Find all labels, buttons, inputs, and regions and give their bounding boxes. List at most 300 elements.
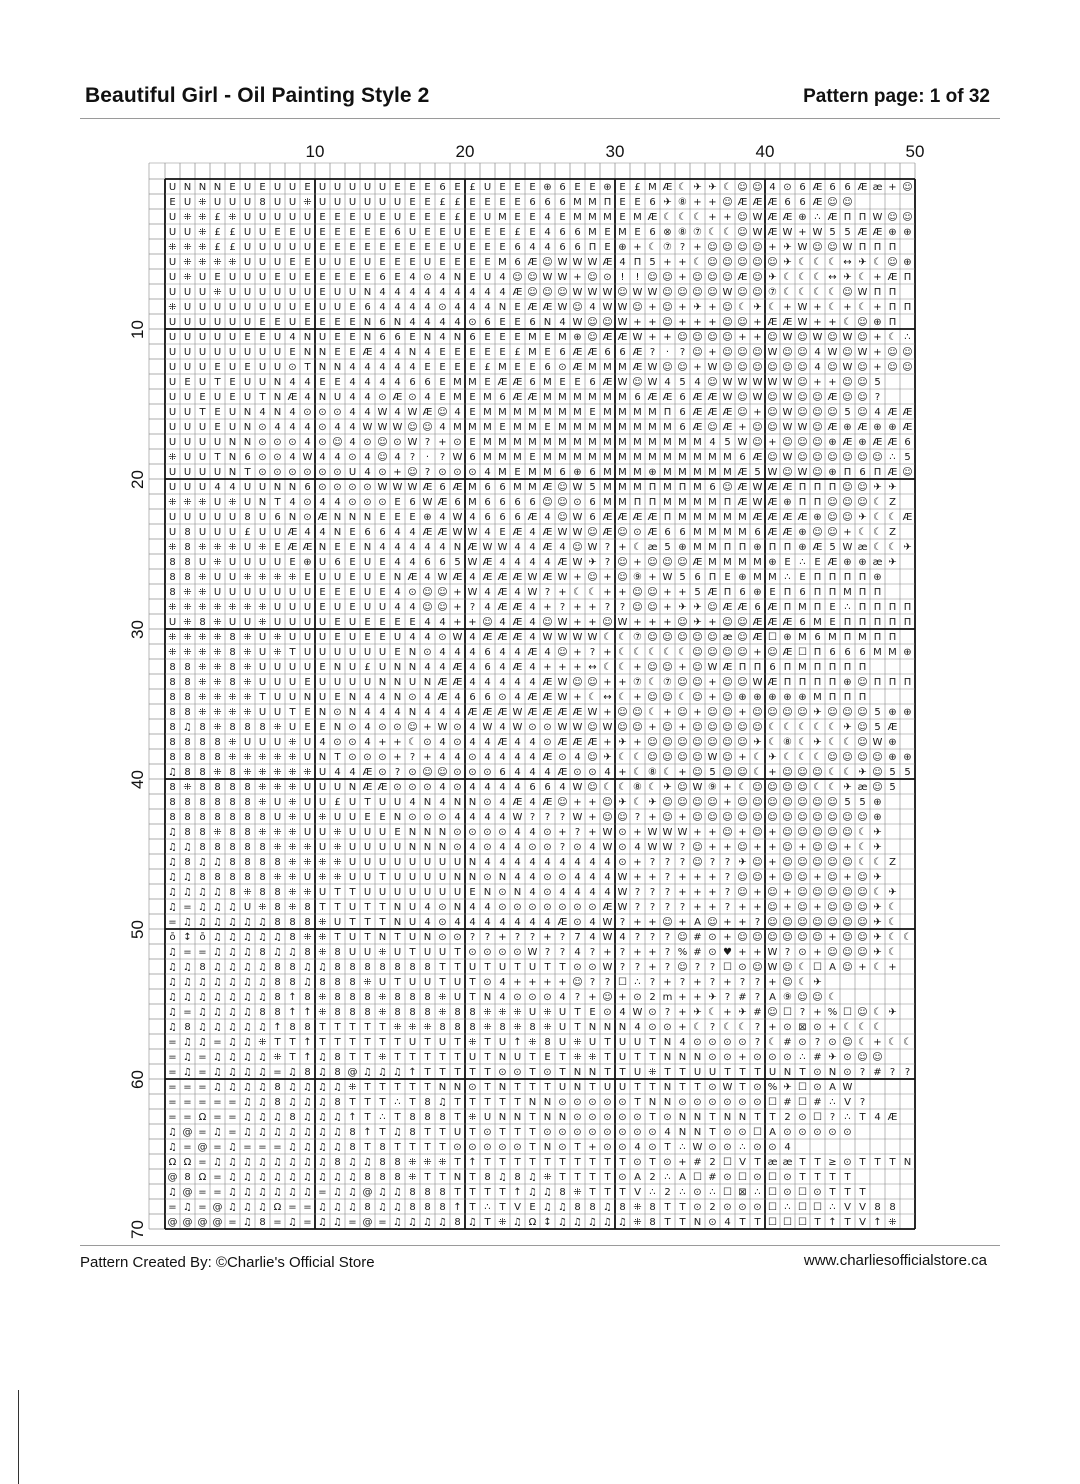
pattern-cell: ⁜ <box>483 1007 491 1018</box>
pattern-cell: ☺ <box>557 512 567 523</box>
pattern-cell: ☺ <box>737 287 747 298</box>
pattern-cell: U <box>319 182 326 193</box>
pattern-cell: ⁜ <box>243 677 251 688</box>
pattern-cell: 8 <box>199 722 205 733</box>
pattern-cell: N <box>739 1112 746 1123</box>
pattern-cell: + <box>783 902 791 913</box>
pattern-cell: ♫ <box>243 1127 252 1138</box>
pattern-cell: + <box>378 737 386 748</box>
pattern-cell: ⁜ <box>378 992 386 1003</box>
pattern-cell: W <box>603 827 613 838</box>
pattern-cell: ✈ <box>738 857 746 868</box>
pattern-cell: 6 <box>844 647 850 658</box>
pattern-cell: E <box>499 332 505 343</box>
pattern-cell: ☺ <box>662 632 672 643</box>
pattern-cell: 4 <box>289 407 295 418</box>
pattern-cell: ? <box>860 1097 865 1108</box>
pattern-cell: ⊕ <box>903 257 911 268</box>
pattern-cell: Æ <box>288 392 298 403</box>
pattern-cell: ☾ <box>768 722 777 733</box>
pattern-cell: + <box>723 917 731 928</box>
pattern-cell: ☺ <box>857 737 867 748</box>
pattern-cell: ☺ <box>812 467 822 478</box>
pattern-cell: U <box>619 1052 626 1063</box>
pattern-cell: W <box>783 422 793 433</box>
pattern-cell: ☐ <box>813 1202 822 1213</box>
pattern-cell: ♫ <box>183 887 192 898</box>
pattern-cell: T <box>768 1112 776 1123</box>
pattern-cell: ☺ <box>722 722 732 733</box>
pattern-cell: + <box>603 707 611 718</box>
pattern-cell: 6 <box>484 512 490 523</box>
pattern-cell: E <box>379 557 385 568</box>
pattern-cell: ⊙ <box>453 782 461 793</box>
pattern-cell: Æ <box>648 212 658 223</box>
pattern-cell: ! <box>635 272 639 283</box>
pattern-cell: E <box>364 632 370 643</box>
pattern-cell: + <box>573 602 581 613</box>
pattern-cell: ? <box>410 752 415 763</box>
pattern-cell: M <box>798 602 807 613</box>
pattern-cell: W <box>723 287 733 298</box>
pattern-cell: ⊙ <box>588 1112 596 1123</box>
pattern-cell: Æ <box>738 272 748 283</box>
pattern-cell: ? <box>620 917 625 928</box>
pattern-cell: E <box>484 347 490 358</box>
pattern-cell: E <box>529 1202 535 1213</box>
pattern-cell: 8 <box>244 782 250 793</box>
pattern-cell: ? <box>545 587 550 598</box>
pattern-cell: E <box>364 812 370 823</box>
pattern-cell: ☺ <box>512 272 522 283</box>
pattern-cell: 5 <box>874 707 880 718</box>
pattern-cell: ? <box>635 887 640 898</box>
pattern-cell: + <box>588 797 596 808</box>
pattern-cell: Æ <box>498 707 508 718</box>
pattern-cell: ☺ <box>617 812 627 823</box>
pattern-cell: M <box>603 422 612 433</box>
pattern-cell: ⁜ <box>438 1007 446 1018</box>
pattern-cell: 5 <box>844 407 850 418</box>
pattern-cell: E <box>394 512 400 523</box>
pattern-cell: ☾ <box>768 1037 777 1048</box>
pattern-cell: ⁜ <box>468 1037 476 1048</box>
pattern-cell: U <box>199 332 206 343</box>
pattern-cell: 4 <box>499 797 505 808</box>
pattern-cell: ⊙ <box>798 1037 806 1048</box>
pattern-cell: 4 <box>544 917 550 928</box>
pattern-cell: T <box>753 1067 761 1078</box>
pattern-cell: ☺ <box>647 752 657 763</box>
pattern-cell: T <box>453 1157 461 1168</box>
pattern-cell: T <box>393 1112 401 1123</box>
pattern-cell: ⊙ <box>453 842 461 853</box>
pattern-cell: N <box>544 1142 551 1153</box>
pattern-cell: U <box>199 302 206 313</box>
pattern-cell: U <box>394 887 401 898</box>
pattern-cell: ⊙ <box>753 1172 761 1183</box>
pattern-cell: ? <box>755 992 760 1003</box>
pattern-cell: 4 <box>424 287 430 298</box>
pattern-cell: ☾ <box>783 287 792 298</box>
pattern-cell: 4 <box>499 992 505 1003</box>
pattern-cell: W <box>573 287 583 298</box>
pattern-cell: Π <box>889 287 897 298</box>
pattern-cell: N <box>379 677 386 688</box>
pattern-cell: T <box>378 1127 386 1138</box>
pattern-cell: ✈ <box>738 1007 746 1018</box>
pattern-cell: ☺ <box>677 632 687 643</box>
pattern-cell: N <box>664 1037 671 1048</box>
pattern-cell: ☺ <box>407 422 417 433</box>
pattern-cell: ☺ <box>812 527 822 538</box>
pattern-cell: 4 <box>484 587 490 598</box>
pattern-cell: 8 <box>184 857 190 868</box>
pattern-cell: N <box>679 1052 686 1063</box>
pattern-cell: U <box>349 947 356 958</box>
page-number: Pattern page: 1 of 32 <box>803 86 990 108</box>
pattern-cell: ♫ <box>243 1067 252 1078</box>
pattern-cell: ⁜ <box>213 632 221 643</box>
pattern-cell: ☺ <box>842 197 852 208</box>
pattern-cell: ☾ <box>813 257 822 268</box>
pattern-cell: 4 <box>349 407 355 418</box>
pattern-cell: U <box>439 887 446 898</box>
pattern-cell: ☺ <box>692 767 702 778</box>
pattern-cell: ∴ <box>844 1112 850 1123</box>
pattern-cell: # <box>753 1007 761 1018</box>
pattern-cell: Π <box>634 497 642 508</box>
pattern-cell: ☺ <box>437 767 447 778</box>
pattern-cell: U <box>229 527 236 538</box>
pattern-cell: Æ <box>513 392 523 403</box>
pattern-cell: U <box>229 302 236 313</box>
pattern-cell: ☾ <box>843 1022 852 1033</box>
pattern-cell: E <box>484 377 490 388</box>
pattern-cell: Æ <box>513 617 523 628</box>
pattern-cell: 8 <box>274 887 280 898</box>
pattern-cell: E <box>499 197 505 208</box>
pattern-cell: A <box>769 992 776 1003</box>
pattern-cell: T <box>408 1142 416 1153</box>
pattern-cell: Æ <box>813 197 823 208</box>
pattern-cell: ? <box>560 932 565 943</box>
pattern-cell: ☺ <box>737 182 747 193</box>
pattern-cell: Æ <box>468 542 478 553</box>
pattern-cell: ♫ <box>288 1082 297 1093</box>
pattern-cell: E <box>184 377 190 388</box>
pattern-cell: U <box>274 557 281 568</box>
pattern-cell: ⊙ <box>333 482 341 493</box>
pattern-cell: N <box>454 797 461 808</box>
pattern-cell: = <box>198 1097 206 1108</box>
pattern-cell: 6 <box>679 392 685 403</box>
pattern-cell: 8 <box>244 722 250 733</box>
pattern-cell: Æ <box>843 437 853 448</box>
pattern-cell: ⁜ <box>243 767 251 778</box>
pattern-cell: ⁜ <box>258 752 266 763</box>
pattern-cell: N <box>334 512 341 523</box>
pattern-cell: 6 <box>244 452 250 463</box>
pattern-cell: ☺ <box>842 482 852 493</box>
pattern-cell: E <box>244 332 250 343</box>
pattern-cell: M <box>663 452 672 463</box>
pattern-cell: = <box>348 1217 356 1228</box>
pattern-cell: ☺ <box>722 332 732 343</box>
pattern-cell: ⊕ <box>888 737 896 748</box>
pattern-cell: ⁜ <box>243 572 251 583</box>
pattern-cell: T <box>633 1052 641 1063</box>
pattern-cell: A <box>634 1172 641 1183</box>
pattern-cell: U <box>334 812 341 823</box>
pattern-cell: 4 <box>394 707 400 718</box>
pattern-cell: Π <box>889 632 897 643</box>
pattern-cell: 5 <box>664 542 670 553</box>
pattern-cell: U <box>274 212 281 223</box>
pattern-cell: Æ <box>288 527 298 538</box>
pattern-cell: + <box>723 1007 731 1018</box>
pattern-cell: 4 <box>574 752 580 763</box>
pattern-cell: ☺ <box>767 392 777 403</box>
pattern-cell: E <box>334 272 340 283</box>
pattern-cell: # <box>708 1172 716 1183</box>
pattern-cell: ⊙ <box>528 902 536 913</box>
pattern-cell: N <box>424 827 431 838</box>
pattern-cell: 2 <box>664 1187 670 1198</box>
pattern-cell: N <box>244 437 251 448</box>
pattern-cell: T <box>513 1097 521 1108</box>
pattern-cell: ⊕ <box>888 227 896 238</box>
page-edge-line <box>18 1390 19 1484</box>
pattern-cell: W <box>753 677 763 688</box>
pattern-cell: ☺ <box>812 932 822 943</box>
pattern-cell: £ <box>454 197 460 208</box>
pattern-cell: 4 <box>514 557 520 568</box>
pattern-cell: 8 <box>229 887 235 898</box>
pattern-cell: 5 <box>694 587 700 598</box>
pattern-cell: = <box>168 1097 176 1108</box>
pattern-cell: 8 <box>184 827 190 838</box>
pattern-cell: 4 <box>544 242 550 253</box>
pattern-cell: Æ <box>573 707 583 718</box>
pattern-cell: U <box>334 287 341 298</box>
pattern-cell: æ <box>783 1157 793 1168</box>
pattern-cell: W <box>618 317 628 328</box>
pattern-cell: ☺ <box>707 797 717 808</box>
pattern-cell: U <box>439 947 446 958</box>
pattern-cell: U <box>199 437 206 448</box>
pattern-cell: ⊙ <box>528 992 536 1003</box>
pattern-cell: U <box>379 857 386 868</box>
pattern-cell: Æ <box>723 422 733 433</box>
pattern-cell: E <box>334 617 340 628</box>
pattern-cell: ☾ <box>588 692 597 703</box>
pattern-cell: E <box>304 317 310 328</box>
pattern-cell: ☺ <box>722 317 732 328</box>
pattern-cell: M <box>678 512 687 523</box>
pattern-cell: U <box>184 467 191 478</box>
pattern-cell: 4 <box>529 662 535 673</box>
pattern-cell: Æ <box>828 212 838 223</box>
pattern-cell: ⊕ <box>888 422 896 433</box>
pattern-cell: ∴ <box>889 452 895 463</box>
pattern-cell: ⊙ <box>783 1172 791 1183</box>
pattern-cell: M <box>558 332 567 343</box>
pattern-cell: M <box>588 212 597 223</box>
pattern-cell: T <box>843 1217 851 1228</box>
pattern-cell: + <box>648 722 656 733</box>
pattern-cell: 8 <box>469 1007 475 1018</box>
pattern-cell: ☺ <box>782 977 792 988</box>
pattern-cell: + <box>573 272 581 283</box>
pattern-cell: ∴ <box>739 1142 745 1153</box>
pattern-cell: 4 <box>484 752 490 763</box>
pattern-cell: ⊙ <box>753 1052 761 1063</box>
pattern-cell: + <box>393 752 401 763</box>
pattern-cell: U <box>184 407 191 418</box>
pattern-cell: ⊙ <box>708 1052 716 1063</box>
pattern-cell: U <box>289 197 296 208</box>
pattern-cell: M <box>723 557 732 568</box>
pattern-cell: ☺ <box>857 1052 867 1063</box>
pattern-cell: ✈ <box>888 482 896 493</box>
pattern-cell: ☺ <box>767 1007 777 1018</box>
pattern-cell: 5 <box>649 257 655 268</box>
pattern-cell: ⁜ <box>288 842 296 853</box>
pattern-cell: 8 <box>349 977 355 988</box>
pattern-cell: + <box>438 437 446 448</box>
pattern-cell: M <box>678 497 687 508</box>
pattern-cell: ⊙ <box>378 752 386 763</box>
pattern-cell: ✈ <box>708 182 716 193</box>
pattern-cell: = <box>198 1127 206 1138</box>
pattern-cell: ⁜ <box>168 242 176 253</box>
pattern-cell: E <box>334 212 340 223</box>
pattern-cell: ☺ <box>782 362 792 373</box>
pattern-cell: N <box>529 1097 536 1108</box>
pattern-cell: E <box>169 197 175 208</box>
pattern-cell: + <box>618 992 626 1003</box>
pattern-cell: 4 <box>559 992 565 1003</box>
pattern-cell: 4 <box>214 482 220 493</box>
pattern-cell: U <box>289 602 296 613</box>
pattern-cell: ☺ <box>632 377 642 388</box>
pattern-cell: ⁜ <box>183 647 191 658</box>
pattern-cell: T <box>303 362 311 373</box>
pattern-cell: 4 <box>469 572 475 583</box>
pattern-cell: + <box>678 992 686 1003</box>
pattern-cell: ? <box>530 932 535 943</box>
pattern-cell: ? <box>560 842 565 853</box>
pattern-cell: ? <box>650 932 655 943</box>
pattern-cell: E <box>379 512 385 523</box>
pattern-cell: U <box>304 632 311 643</box>
pattern-cell: N <box>289 482 296 493</box>
pattern-cell: T <box>813 1172 821 1183</box>
pattern-cell: ☺ <box>827 812 837 823</box>
pattern-cell: Æ <box>498 377 508 388</box>
pattern-cell: + <box>813 947 821 958</box>
pattern-cell: ⊕ <box>798 212 806 223</box>
pattern-cell: ? <box>710 857 715 868</box>
pattern-cell: + <box>813 317 821 328</box>
pattern-cell: W <box>798 467 808 478</box>
pattern-cell: ⊙ <box>468 752 476 763</box>
pattern-cell: ? <box>680 977 685 988</box>
pattern-cell: T <box>663 1202 671 1213</box>
pattern-cell: Æ <box>408 572 418 583</box>
pattern-cell: W <box>633 332 643 343</box>
pattern-cell: A <box>829 962 836 973</box>
pattern-cell: U <box>304 662 311 673</box>
pattern-cell: ⁜ <box>198 197 206 208</box>
pattern-cell: M <box>843 587 852 598</box>
pattern-cell: ? <box>665 857 670 868</box>
pattern-cell: ☺ <box>812 437 822 448</box>
pattern-cell: ☺ <box>752 257 762 268</box>
pattern-cell: ☐ <box>798 1217 807 1228</box>
pattern-cell: ⊙ <box>453 437 461 448</box>
pattern-cell: 4 <box>514 857 520 868</box>
pattern-cell: ☺ <box>827 527 837 538</box>
pattern-cell: ⊙ <box>303 497 311 508</box>
pattern-cell: ⁜ <box>228 707 236 718</box>
pattern-cell: E <box>544 1052 550 1063</box>
pattern-cell: ♫ <box>198 857 207 868</box>
pattern-cell: ⊙ <box>648 1127 656 1138</box>
pattern-cell: U <box>304 227 311 238</box>
pattern-cell: · <box>666 347 669 358</box>
pattern-cell: ⁜ <box>273 782 281 793</box>
pattern-cell: Π <box>874 602 882 613</box>
pattern-cell: ♫ <box>333 1082 342 1093</box>
pattern-cell: 6 <box>799 197 805 208</box>
pattern-cell: ✈ <box>843 782 851 793</box>
pattern-cell: 8 <box>184 677 190 688</box>
pattern-cell: ? <box>470 602 475 613</box>
pattern-cell: ☺ <box>692 287 702 298</box>
pattern-cell: U <box>364 182 371 193</box>
pattern-cell: 8 <box>229 827 235 838</box>
pattern-cell: ☾ <box>633 647 642 658</box>
pattern-cell: ☺ <box>842 902 852 913</box>
pattern-cell: Π <box>859 572 867 583</box>
pattern-cell: U <box>409 932 416 943</box>
pattern-cell: + <box>873 362 881 373</box>
pattern-cell: = <box>273 1142 281 1153</box>
pattern-cell: + <box>783 302 791 313</box>
pattern-cell: Π <box>874 242 882 253</box>
pattern-cell: ⁜ <box>273 1052 281 1063</box>
pattern-cell: ☐ <box>783 1007 792 1018</box>
pattern-cell: ✈ <box>858 767 866 778</box>
pattern-cell: ☾ <box>633 767 642 778</box>
pattern-cell: W <box>753 482 763 493</box>
pattern-cell: T <box>828 1187 836 1198</box>
pattern-cell: ⊕ <box>873 317 881 328</box>
pattern-cell: 8 <box>169 587 175 598</box>
pattern-cell: 8 <box>169 782 175 793</box>
pattern-cell: ⊙ <box>453 467 461 478</box>
pattern-cell: U <box>259 347 266 358</box>
pattern-cell: ⁜ <box>243 752 251 763</box>
pattern-cell: ♫ <box>183 1067 192 1078</box>
pattern-cell: U <box>304 617 311 628</box>
pattern-cell: E <box>379 257 385 268</box>
pattern-cell: ☺ <box>707 422 717 433</box>
pattern-cell: 6 <box>364 527 370 538</box>
pattern-cell: M <box>618 452 627 463</box>
